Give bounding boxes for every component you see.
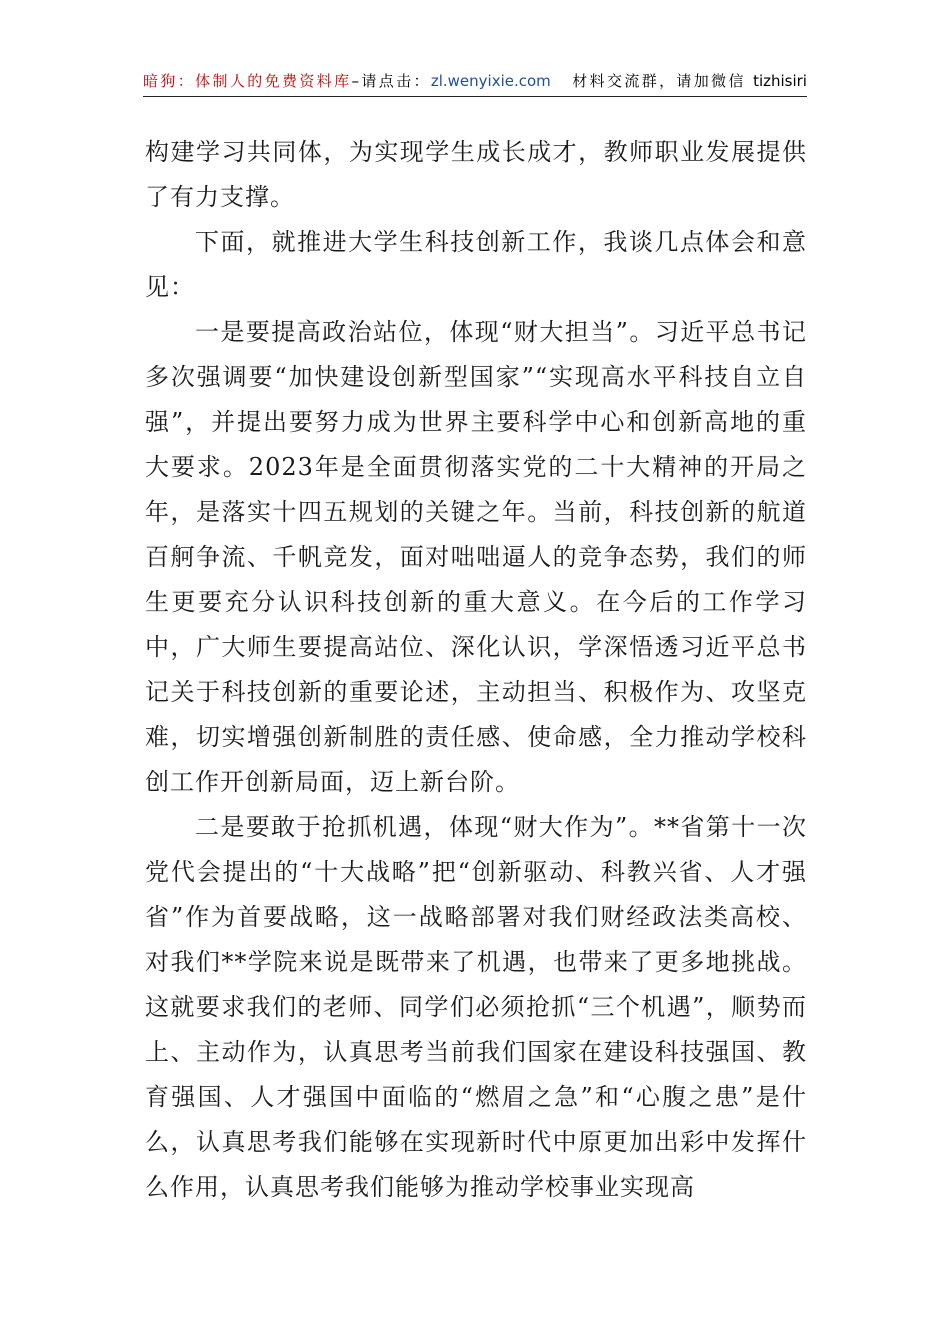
header-prompt: –请点击： (351, 72, 431, 90)
document-body (145, 130, 807, 1210)
header-url-link[interactable]: zl.wenyixie.com (430, 72, 551, 90)
header-divider (143, 96, 807, 97)
paragraph-intro: 下面，就推进大学生科技创新工作，我谈几点体会和意见： (145, 228, 807, 301)
paragraph-point-one: 一是要提高政治站位，体现“财大担当”。习近平总书记多次强调要“加快建设创新型国家”“实现高水平科技自立自强”，并提出要努力成为世界主要科学中心和创新高地的重大要求。2023年是全面贯彻落实党的二十大精神的开局之年，是落实十四五规划的关键之年。当前，科技创新的航道百舸争流、千帆竞发，面对咄咄逼人的竞争态势，我们的师生更要充分认识科技创新的重大意义。在今后的工作学习中，广大师生要提高站位、深化认识，学深悟透习近平总书记关于科技创新的重要论述，主动担当、积极作为、攻坚克难，切实增强创新制胜的责任感、使命感，全力推动学校科创工作开创新局面，迈上新台阶。 (145, 318, 807, 796)
page-header (143, 68, 807, 94)
paragraph-continuation: 构建学习共同体，为实现学生成长成才，教师职业发展提供了有力支撑。 (145, 138, 807, 211)
header-contact: 材料交流群，请加微信 tizhisiri (572, 72, 807, 90)
paragraph-point-two: 二是要敢于抢抓机遇，体现“财大作为”。**省第十一次党代会提出的“十大战略”把“创新驱动、科教兴省、人才强省”作为首要战略，这一战略部署对我们财经政法类高校、对我们**学院来说是既带来了机遇，也带来了更多地挑战。这就要求我们的老师、同学们必须抢抓“三个机遇”，顺势而上、主动作为，认真思考当前我们国家在建设科技强国、教育强国、人才强国中面临的“燃眉之急”和“心腹之患”是什么，认真思考我们能够在实现新时代中原更加出彩中发挥什么作用，认真思考我们能够为推动学校事业实现高 (145, 813, 807, 1201)
header-brand: 暗狗：体制人的免费资料库 (143, 72, 352, 90)
